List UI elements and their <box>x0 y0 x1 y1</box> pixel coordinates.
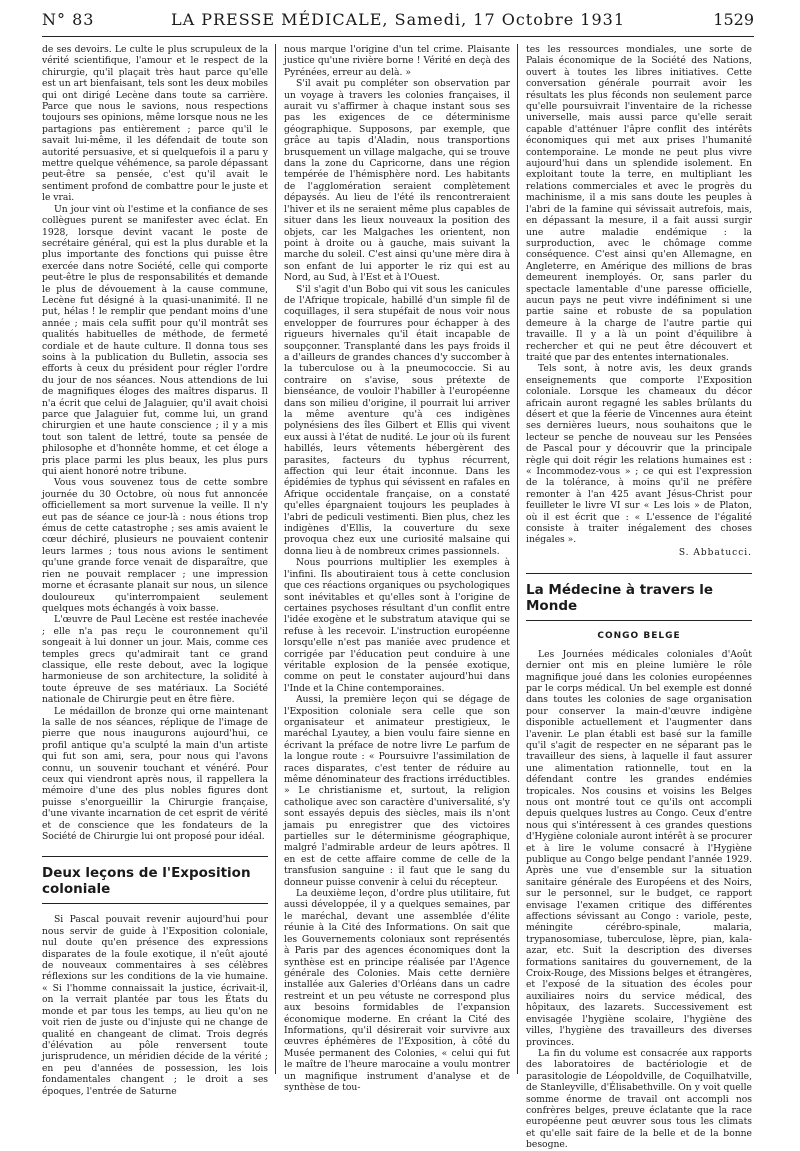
paragraph: Vous vous souvenez tous de cette sombre journée du 30 Octobre, où nous fut annoncée officiellement sa mort survenue la veille. Il n'y eut pas de séance ce jour-là : nous étions trop émus de cette catastrophe ; ses amis avaient le cœur déchiré, plusieurs ne pouvaient contenir leurs larmes ; tous nous avions le sentiment qu'une grande force venait de disparaître, que rien ne pouvait remplacer ; une impression morne et écrasante planait sur nous, un silence douloureux qu'interrompaient seulement quelques mots échangés à voix basse. <box>42 477 268 614</box>
paragraph: tes les ressources mondiales, une sorte de Palais économique de la Société des Nations, ouvert à toutes les libres initiatives. Cette conversation générale pourrait avoir les résultats les plus féconds non seulement parce qu'elle poursuivrait l'inventaire de la richesse universelle, mais aussi parce qu'elle serait capable d'atténuer l'âpre conflit des intérêts économiques qui met aux prises l'humanité contemporaine. Le monde ne peut plus vivre aujourd'hui dans un splendide isolement. En exploitant toute la terre, en multipliant les relations commerciales et avec le progrès du machinisme, il a mis sans doute les peuples à l'abri de la famine qui sévissait autrefois, mais, en dépassant la mesure, il a fait aussi surgir une autre maladie endémique : la surproduction, avec le chômage comme conséquence. C'est ainsi qu'en Allemagne, en Angleterre, en Amérique des millions de bras demeurent inemployés. Or, sans parler du spectacle lamentable d'une paresse officielle, aucun pays ne peut vivre indéfiniment si une partie saine et robuste de sa population demeure à la charge de l'autre partie qui travaille. Il y a là un point d'équilibre à rechercher et qui ne peut être découvert et traité que par des ententes internationales. <box>526 44 752 363</box>
page-number: 1529 <box>713 10 754 29</box>
paragraph: nous marque l'origine d'un tel crime. Plaisante justice qu'une rivière borne ! Vérité en deçà des Pyrénées, erreur au delà. » <box>284 44 510 78</box>
section-heading <box>42 856 268 904</box>
paragraph: La fin du volume est consacrée aux rapports des laboratoires de bactériologie et de parasitologie de Léopoldville, de Coquilhatville, de Stanleyville, d'Élisabethville. On y voit quelle somme énorme de travail ont accompli nos confrères belges, preuve éclatante que la race européenne peut œuvrer sous tous les climats et qu'elle sait faire de la belle et de la bonne besogne. <box>526 1047 752 1151</box>
section-title: Deux leçons de l'Exposition coloniale <box>42 865 251 898</box>
column-3 <box>526 44 752 1151</box>
paragraph: Le médaillon de bronze qui orne maintenant la salle de nos séances, réplique de l'image de pierre que nous inaugurons aujourd'hui, ce profil antique qu'a sculpté la main d'un artiste qui fut son ami, sera, pour nous qui l'avons connu, un souvenir touchant et vénéré. Pour ceux qui viendront après nous, il rappellera la mémoire d'une des plus nobles figures dont puisse s'enorgueillir la Chirurgie française, d'une vivante incarnation de cet esprit de vérité et de conscience que les fondateurs de la Société de Chirurgie lui ont proposé pour idéal. <box>42 705 268 843</box>
header-rule <box>42 36 754 37</box>
journal-title: LA PRESSE MÉDICALE, Samedi, 17 Octobre 1931 <box>170 10 626 29</box>
paragraph: de ses devoirs. Le culte le plus scrupuleux de la vérité scientifique, l'amour et le respect de la chirurgie, qu'il plaçait très haut parce qu'elle est un art bienfaisant, tels sont les deux mobiles qui ont dirigé Lecène dans toute sa carrière. Parce que nous le savions, nous respections toujours ses opinions, même lorsque nous ne les partagions pas entièrement ; parce qu'il le savait lui-même, il les défendait de toute son autorité persuasive, et si quelquefois il a paru y mettre quelque véhémence, sa parole dépassant peut-être sa pensée, c'est qu'il avait le sentiment profond de combattre pour le juste et le vrai. <box>42 44 268 204</box>
paragraph: Si Pascal pouvait revenir aujourd'hui pour nous servir de guide à l'Exposition coloniale, nul doute qu'en présence des expressions disparates de la foule exotique, il n'eût ajouté de nouveaux commentaires à ses célèbres réflexions sur les conditions de la vie humaine. « Si l'homme connaissait la justice, écrivait-il, on la verrait plantée par tous les États du monde et par tous les temps, au lieu qu'on ne voit rien de juste ou d'injuste qui ne change de qualité en changeant de climat. Trois degrés d'élévation au pôle renversent toute jurisprudence, un méridien décide de la vérité ; en peu d'années de possession, les lois fondamentales changent ; le droit a ses époques, l'entrée de Saturne <box>42 914 268 1097</box>
paragraph: Un jour vint où l'estime et la confiance de ses collègues purent se manifester avec éclat. En 1928, lorsque devint vacant le poste de secrétaire général, qui est la plus durable et la plus importante des fonctions qui puisse être exercée dans notre Société, celle qui comporte peut-être le plus de responsabilités et demande le plus de dévouement à la cause commune, Lecène fut désigné à la quasi-unanimité. Il ne put, hélas ! le remplir que pendant moins d'une année ; mais cela suffit pour qu'il montrât ses qualités habituelles de méthode, de fermeté cordiale et de haute culture. Il donna tous ses soins à la publication du Bulletin, associa ses efforts à ceux du président pour régler l'ordre du jour de nos séances. Nous attendions de lui de magnifiques éloges des maîtres disparus. Il n'a écrit que celui de Jalaguier, qu'il avait choisi parce que Jalaguier fut, comme lui, un grand chirurgien et une haute conscience ; il y a mis tout son talent de lettré, toute sa pensée de philosophe et d'honnête homme, et cet éloge a pris place parmi les plus beaux, les plus purs qui aient honoré notre tribune. <box>42 203 268 478</box>
section-title: La Médecine à travers le Monde <box>526 582 714 615</box>
paragraph: Tels sont, à notre avis, les deux grands enseignements que comporte l'Exposition coloniale. Lorsque les chameaux du décor africain auront regagné les sables brûlants du désert et que la féerie de Vincennes aura éteint ses dernières lueurs, nous souhaitons que le lecteur se penche de nouveau sur les Pensées de Pascal pour y découvrir que la principale règle qui doit régir les relations humaines est : « Incommodez-vous » ; ce qui est l'expression de la tolérance, à moins qu'il ne préfère remonter à l'an 425 avant Jésus-Christ pour feuilleter le livre VI sur « Les lois » de Platon, où il est écrit que : « L'essence de l'égalité consiste à traiter inégalement des choses inégales ». <box>526 363 752 546</box>
issue-number: N° 83 <box>42 10 95 29</box>
page-header <box>42 6 754 36</box>
author-signature: S. Abbatucci. <box>678 547 752 558</box>
paragraph: La deuxième leçon, d'ordre plus utilitaire, fut aussi développée, il y a quelques semaines, par le maréchal, devant une assemblée d'élite réunie à la Cité des Informations. On sait que les Gouvernements coloniaux sont représentés à Paris par des agences économiques dont la synthèse est en principe réalisée par l'Agence générale des Colonies. Mais cette dernière installée aux Galeries d'Orléans dans un cadre restreint et un peu vétuste ne correspond plus aux besoins formidables de l'expansion économique moderne. En créant la Cité des Informations, qu'il désirerait voir survivre aux œuvres éphémères de l'Exposition, à côté du Musée permanent des Colonies, « celui qui fut le maître de l'heure marocaine a voulu montrer un magnifique instrument d'analyse et de synthèse de tou- <box>284 888 510 1093</box>
column-1 <box>42 44 268 1097</box>
column-divider <box>517 44 518 1074</box>
paragraph: Aussi, la première leçon qui se dégage de l'Exposition coloniale sera celle que son organisateur et animateur prestigieux, le maréchal Lyautey, a bien voulu faire sienne en écrivant la préface de notre livre Le parfum de la longue route : « Poursuivre l'assimilation de races disparates, c'est tenter de réduire au même dénominateur des fractions irréductibles. » Le christianisme et, surtout, la religion catholique avec son caractère d'universalité, s'y sont essayés depuis des siècles, mais ils n'ont jamais pu enregistrer que des victoires partielles sur le déterminisme géographique, malgré l'admirable ardeur de leurs apôtres. Il en est de cette affaire comme de celle de la transfusion sanguine : il faut que le sang du donneur puisse convenir à celui du récepteur. <box>284 694 510 888</box>
column-2 <box>284 44 510 1093</box>
subsection-title: CONGO BELGE <box>597 631 681 642</box>
column-divider <box>275 44 276 1074</box>
paragraph: Les Journées médicales coloniales d'Août dernier ont mis en pleine lumière le rôle magnifique joué dans les colonies européennes par le corps médical. Un bel exemple est donné dans toutes les colonies de sage organisation pour conserver la main-d'œuvre indigène disponible actuellement et l'augmenter dans l'avenir. Le plan établi est basé sur la famille qu'il s'agit de respecter en ne séparant pas le travailleur des siens, à laquelle il faut assurer une alimentation rationnelle, tout en la défendant contre les grandes endémies tropicales. Nos cousins et voisins les Belges nous ont montré tout ce qu'ils ont accompli depuis quelques lustres au Congo. Ceux d'entre nous qui s'intéressent à ces grandes questions d'Hygiène coloniale auront intérêt à se procurer et à lire le volume consacré à l'Hygiène publique au Congo belge pendant l'année 1929. Après une vue d'ensemble sur la situation sanitaire générale des Européens et des Noirs, sur le personnel, sur le budget, ce rapport envisage l'examen critique des différentes affections sévissant au Congo : variole, peste, méningite cérébro-spinale, malaria, trypanosomiase, tuberculose, lèpre, pian, kala-azar, etc. Suit la description des diverses formations sanitaires du gouvernement, de la Croix-Rouge, des Missions belges et étrangères, et l'exposé de la situation des écoles pour auxiliaires noirs du service médical, des hôpitaux, des lazarets. Successivement est envisagée l'hygiène scolaire, l'hygiène des villes, l'hygiène des travailleurs des diverses provinces. <box>526 648 752 1048</box>
paragraph: S'il avait pu compléter son observation par un voyage à travers les colonies françaises, il aurait vu s'affirmer à chaque instant sous ses pas les exigences de ce déterminisme géographique. Supposons, par exemple, que grâce au tapis d'Aladin, nous transportions brusquement un village malgache, qui se trouve dans la zone du Capricorne, dans une région tempérée de l'hémisphère nord. Les habitants de l'agglomération seraient complètement dépaysés. Au lieu de l'été ils rencontreraient l'hiver et ils ne seraient même plus capables de situer dans les lieux nouveaux la position des objets, car les Malgaches les orientent, non point à droite ou à gauche, mais suivant la marche du soleil. C'est ainsi qu'une mère dira à son enfant de lui apporter le riz qui est au Nord, au Sud, à l'Est et à l'Ouest. <box>284 78 510 284</box>
section-heading <box>526 573 752 621</box>
paragraph: S'il s'agit d'un Bobo qui vit sous les canicules de l'Afrique tropicale, habillé d'un simple fil de coquillages, il sera stupéfait de nous voir nous envelopper de fourrures pour échapper à des rigueurs hivernales qu'il était incapable de soupçonner. Transplanté dans les pays froids il a d'ailleurs de grandes chances d'y succomber à la tuberculose ou à la pneumococcie. Si au contraire on s'avise, sous prétexte de bienséance, de vouloir l'habiller à l'européenne dans son milieu d'origine, il pourrait lui arriver la même aventure qu'à ces indigènes polynésiens des îles Gilbert et Ellis qui vivent eux aussi à l'état de nudité. Le jour où ils furent habillés, leurs vêtements hébergèrent des parasites, facteurs du typhus récurrent, affection qui leur était inconnue. Dans les épidémies de typhus qui sévissent en rafales en Afrique occidentale française, on a constaté qu'elles épargnaient toujours les peuplades à l'abri de pediculi vestimenti. Bien plus, chez les indigènes d'Ellis, la couverture du sexe provoqua chez eux une curiosité malsaine qui donna lieu à de nombreux crimes passionnels. <box>284 283 510 557</box>
paragraph: L'œuvre de Paul Lecène est restée inachevée ; elle n'a pas reçu le couronnement qu'il songeait à lui donner un jour. Mais, comme ces temples grecs qu'admirait tant ce grand classique, elle reste debout, avec la logique harmonieuse de son architecture, la solidité à toute épreuve de ses matériaux. La Société nationale de Chirurgie peut en être fière. <box>42 614 268 706</box>
paragraph: Nous pourrions multiplier les exemples à l'infini. Ils aboutiraient tous à cette conclusion que ces réactions organiques ou psychologiques sont inévitables et qu'elles sont à l'origine de certaines psychoses résultant d'un conflit entre l'idée exogène et le substratum atavique qui se refuse à les recevoir. L'instruction européenne lorsqu'elle n'est pas maniée avec prudence et corrigée par l'éducation peut conduire à une véritable explosion de la pensée exotique, comme on peut le constater aujourd'hui dans l'Inde et la Chine contemporaines. <box>284 557 510 694</box>
